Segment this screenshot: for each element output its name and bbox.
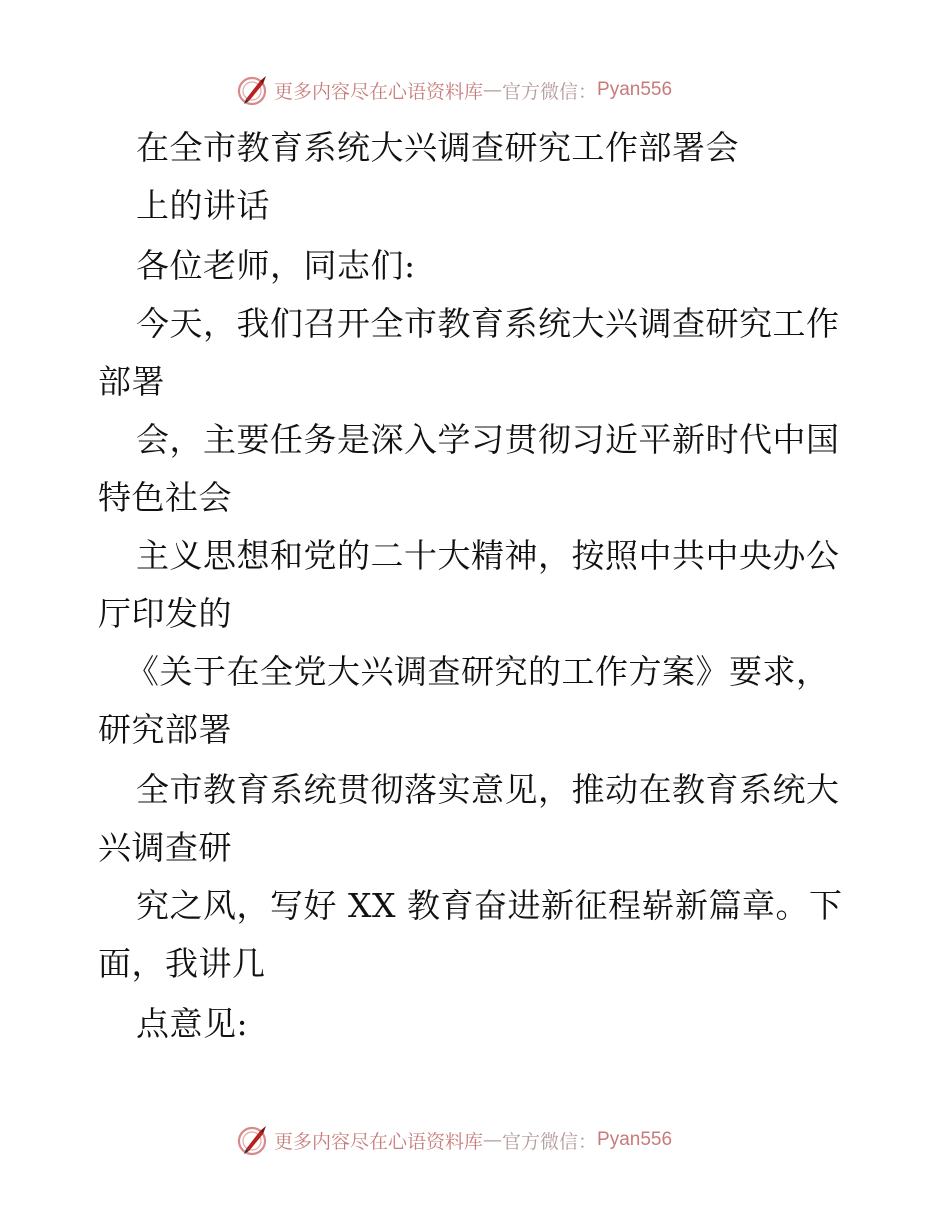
body-line: 面，我讲几 bbox=[98, 944, 266, 983]
salutation: 各位老师，同志们: bbox=[136, 246, 416, 285]
text-line bbox=[0, 478, 950, 518]
text-line bbox=[0, 362, 950, 402]
text-line bbox=[0, 186, 950, 226]
body-line: 点意见: bbox=[136, 1004, 249, 1043]
text-line bbox=[0, 594, 950, 634]
text-line bbox=[0, 652, 950, 692]
text-line bbox=[0, 246, 950, 286]
brand-text: 更多内容尽在心语资料库 bbox=[274, 1130, 484, 1153]
text-line bbox=[0, 710, 950, 750]
brand-separator: — bbox=[483, 1129, 503, 1151]
body-line: 特色社会 bbox=[98, 478, 232, 517]
body-line: 厅印发的 bbox=[98, 594, 232, 633]
title-line-1: 在全市教育系统大兴调查研究工作部署会 bbox=[136, 128, 739, 167]
text-line bbox=[0, 944, 950, 984]
wechat-label: 官方微信： bbox=[502, 80, 598, 103]
text-line bbox=[0, 770, 950, 810]
brand-separator: — bbox=[483, 79, 503, 101]
quill-pen-logo-icon bbox=[236, 1123, 270, 1157]
title-line-2: 上的讲话 bbox=[136, 186, 270, 225]
text-line bbox=[0, 886, 950, 926]
body-line: 兴调查研 bbox=[98, 828, 232, 867]
body-line: 主义思想和党的二十大精神，按照中共中央办公 bbox=[136, 536, 840, 575]
body-line: 全市教育系统贯彻落实意见，推动在教育系统大 bbox=[136, 770, 840, 809]
body-line: 《关于在全党大兴调查研究的工作方案》要求， bbox=[126, 652, 830, 691]
text-line bbox=[0, 128, 950, 168]
wechat-id: Pyan556 bbox=[597, 1129, 673, 1150]
wechat-id: Pyan556 bbox=[597, 79, 673, 100]
body-line: 今天，我们召开全市教育系统大兴调查研究工作 bbox=[136, 304, 840, 343]
text-line bbox=[0, 828, 950, 868]
body-line: 会，主要任务是深入学习贯彻习近平新时代中国 bbox=[136, 420, 840, 459]
header-watermark bbox=[236, 72, 672, 108]
body-line: 究之风，写好 XX 教育奋进新征程崭新篇章。下 bbox=[136, 886, 843, 925]
text-line bbox=[0, 1004, 950, 1044]
body-line: 研究部署 bbox=[98, 710, 232, 749]
wechat-label: 官方微信： bbox=[502, 1130, 598, 1153]
brand-text: 更多内容尽在心语资料库 bbox=[274, 80, 484, 103]
text-line bbox=[0, 304, 950, 344]
text-line bbox=[0, 420, 950, 460]
body-line: 部署 bbox=[98, 362, 165, 401]
text-line bbox=[0, 536, 950, 576]
footer-watermark bbox=[236, 1122, 672, 1158]
quill-pen-logo-icon bbox=[236, 73, 270, 107]
